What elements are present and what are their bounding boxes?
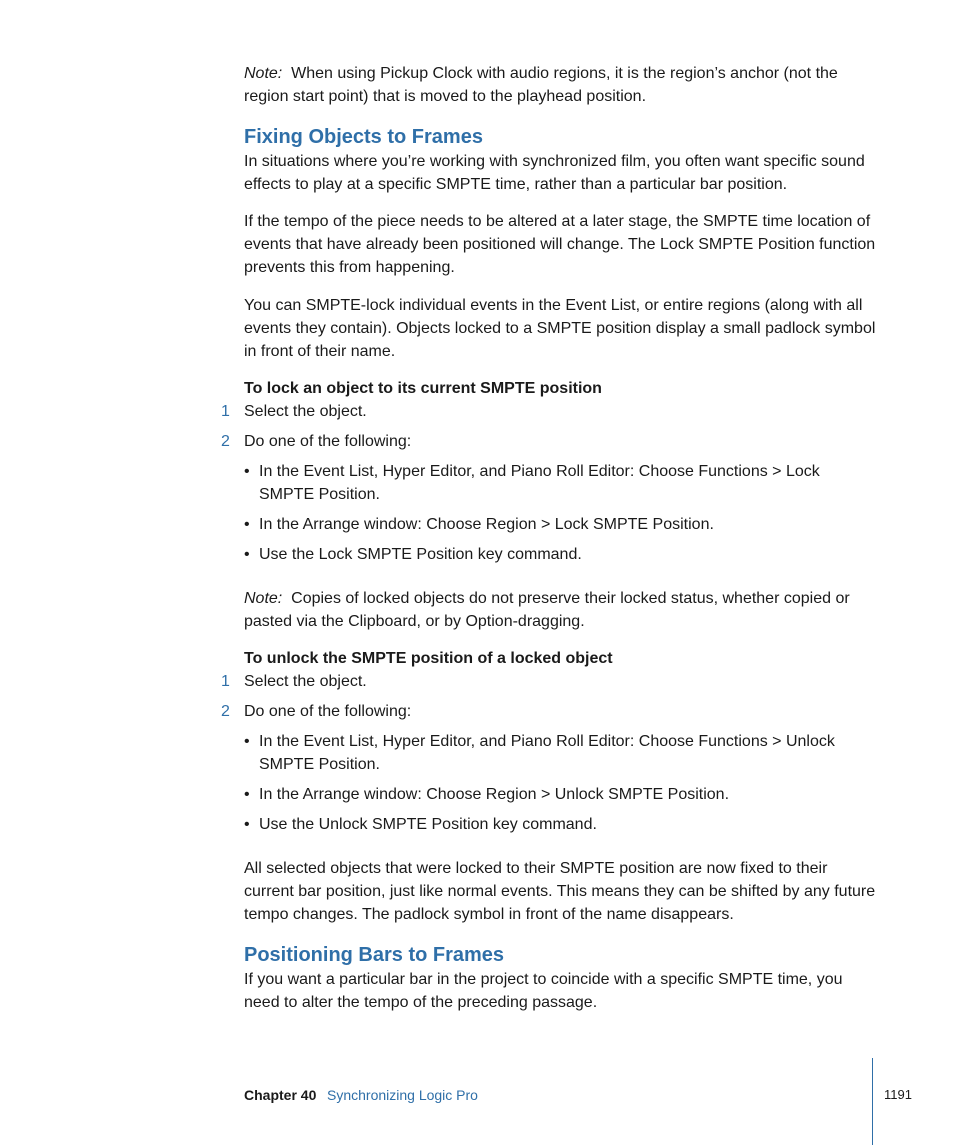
bullet-text: Use the Lock SMPTE Position key command. — [259, 546, 582, 563]
step-number: 2 — [221, 703, 230, 720]
page-number: 1191 — [884, 1087, 912, 1102]
task-heading-unlock: To unlock the SMPTE position of a locked object — [244, 650, 613, 667]
bullet-text: In the Event List, Hyper Editor, and Piano Roll Editor: Choose Functions > Unlock SMPTE Position. — [259, 733, 835, 773]
bullet-glyph: • — [244, 463, 250, 480]
task-heading-lock: To lock an object to its current SMPTE position — [244, 380, 602, 397]
note-text: When using Pickup Clock with audio regions, it is the region’s anchor (not the region start point) that is moved to the playhead position. — [244, 65, 838, 105]
step-text: Select the object. — [244, 403, 367, 420]
bullet-glyph: • — [244, 516, 250, 533]
bullet-glyph: • — [244, 816, 250, 833]
step-text: Select the object. — [244, 673, 367, 690]
body-paragraph: In situations where you’re working with synchronized film, you often want specific sound effects to play at a specific SMPTE time, rather than a particular bar position. — [244, 153, 865, 193]
step-number: 2 — [221, 433, 230, 450]
step-number: 1 — [221, 673, 230, 690]
note-label: Note: — [244, 590, 283, 607]
bullet-text: In the Event List, Hyper Editor, and Piano Roll Editor: Choose Functions > Lock SMPTE Position. — [259, 463, 820, 503]
bullet-text: Use the Unlock SMPTE Position key command. — [259, 816, 597, 833]
step-text: Do one of the following: — [244, 703, 412, 720]
bullet-text: In the Arrange window: Choose Region > Unlock SMPTE Position. — [259, 786, 730, 803]
footer-divider — [872, 1058, 873, 1145]
bullet-glyph: • — [244, 786, 250, 803]
step-text: Do one of the following: — [244, 433, 412, 450]
body-paragraph: You can SMPTE-lock individual events in the Event List, or entire regions (along with all events they contain). Objects locked to a SMPTE position display a small padlock symbol in front of their name. — [244, 297, 876, 360]
section-heading-fixing-objects: Fixing Objects to Frames — [244, 126, 483, 148]
footer-chapter-title: Synchronizing Logic Pro — [327, 1087, 478, 1103]
body-paragraph: All selected objects that were locked to their SMPTE position are now fixed to their current bar position, just like normal events. This means they can be shifted by any future tempo changes. The padlock symbol in front of the name disappears. — [244, 860, 876, 923]
bullet-text: In the Arrange window: Choose Region > Lock SMPTE Position. — [259, 516, 714, 533]
bullet-glyph: • — [244, 733, 250, 750]
note-text: Copies of locked objects do not preserve their locked status, whether copied or pasted via the Clipboard, or by Option-dragging. — [244, 590, 850, 630]
note-label: Note: — [244, 65, 283, 82]
footer-chapter-number: Chapter 40 — [244, 1087, 317, 1103]
bullet-glyph: • — [244, 546, 250, 563]
body-paragraph: If the tempo of the piece needs to be altered at a later stage, the SMPTE time location of events that have already been positioned will change. The Lock SMPTE Position function prevents this from happening. — [244, 213, 876, 276]
note-paragraph — [244, 62, 880, 108]
body-paragraph: If you want a particular bar in the project to coincide with a specific SMPTE time, you need to alter the tempo of the preceding passage. — [244, 971, 843, 1011]
section-heading-positioning-bars: Positioning Bars to Frames — [244, 944, 505, 966]
note-paragraph — [244, 587, 880, 633]
step-number: 1 — [221, 403, 230, 420]
